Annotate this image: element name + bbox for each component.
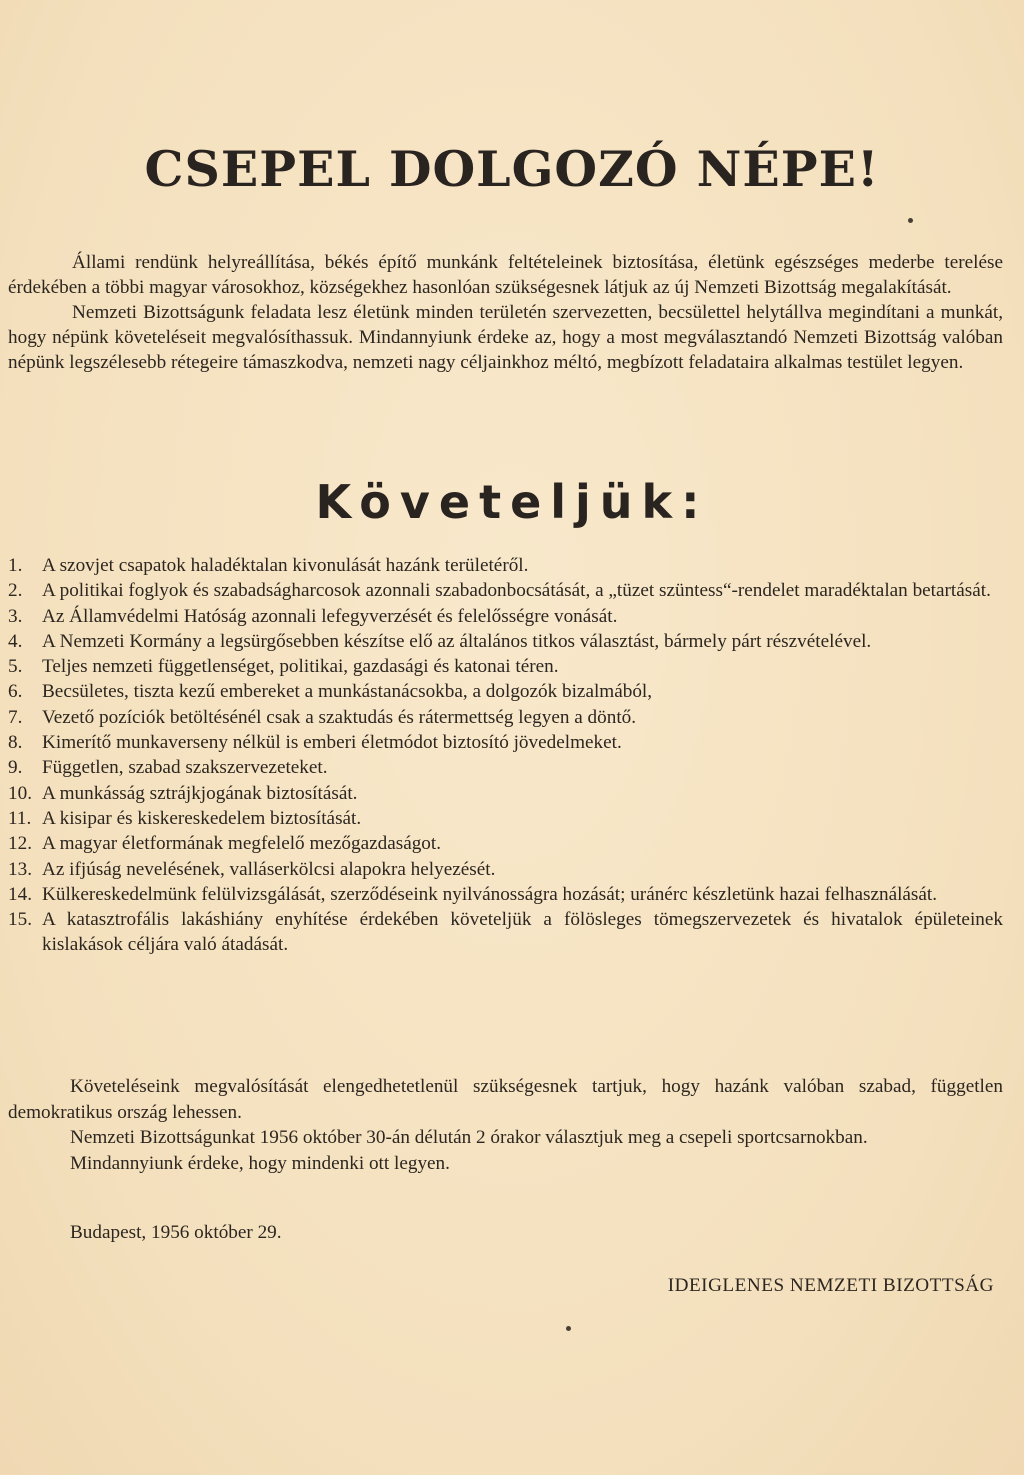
- demand-item: [8, 755, 1003, 780]
- demand-number: 5.: [8, 656, 23, 678]
- demand-item: [8, 806, 1003, 831]
- demand-text: A katasztrofális lakáshiány enyhítése érdekében követeljük a fölösleges tömegszervezetek és hivatalok épületeinek kislakások céljára való átadását.: [42, 909, 1003, 956]
- demand-text: Becsületes, tiszta kezű embereket a munkástanácsokba, a dolgozók bizalmából,: [42, 681, 653, 703]
- demand-number: 3.: [8, 605, 23, 627]
- closing-paragraph: Követeléseink megvalósítását elengedhetetlenül szükségesnek tartjuk, hogy hazánk valóban szabad, független demokratikus ország lehessen.: [8, 1076, 1003, 1123]
- closing-paragraph: Nemzeti Bizottságunkat 1956 október 30-án délután 2 órakor választjuk meg a csepeli sportcsarnokban.: [70, 1127, 868, 1148]
- demand-text: Vezető pozíciók betöltésénél csak a szaktudás és rátermettség legyen a döntő.: [42, 706, 637, 728]
- demand-item: [8, 705, 1003, 730]
- demand-text: A munkásság sztrájkjogának biztosítását.: [42, 782, 358, 804]
- demand-text: Kimerítő munkaverseny nélkül is emberi életmódot biztosító jövedelmeket.: [42, 732, 622, 754]
- demand-text: A politikai foglyok és szabadságharcosok azonnali szabadonbocsátását, a „tüzet szüntess“-rendelet maradéktalan betartását.: [42, 580, 991, 602]
- poster-title: CSEPEL DOLGOZÓ NÉPE!: [144, 140, 880, 198]
- intro-paragraph: Állami rendünk helyreállítása, békés építő munkánk feltételeinek biztosítása, életünk egészséges mederbe terelése érdekében a többi magyar városokhoz, községekhez hasonlóan szükségesnek látjuk az új Nemzeti Bizottság megalakítását.: [8, 252, 1003, 298]
- demand-text: Független, szabad szakszervezeteket.: [42, 757, 328, 779]
- demand-number: 7.: [8, 706, 23, 728]
- demand-text: A Nemzeti Kormány a legsürgősebben készítse elő az általános titkos választást, bármely párt részvételével.: [42, 630, 872, 652]
- signature: IDEIGLENES NEMZETI BIZOTTSÁG: [667, 1275, 994, 1296]
- closing-section: [8, 1074, 1003, 1176]
- demand-number: 11.: [8, 807, 32, 829]
- demand-item: [8, 553, 1003, 578]
- demands-list: [8, 553, 1003, 958]
- paper-speck: [566, 1326, 571, 1331]
- demand-text: Külkereskedelmünk felülvizsgálását, szerződéseink nyilvánosságra hozását; uránérc készletünk hazai felhasználását.: [42, 883, 938, 905]
- closing-paragraph: Mindannyiunk érdeke, hogy mindenki ott legyen.: [70, 1152, 450, 1174]
- demand-number: 14.: [8, 883, 32, 905]
- paper-speck: [908, 218, 913, 223]
- intro-paragraph: Nemzeti Bizottságunk feladata lesz életünk minden területén szervezetten, becsülettel helytállva megindítani a munkát, hogy népünk követeléseit megvalósíthassuk. Mindannyiunk érdeke az, hogy a most megválasztandó Nemzeti Bizottság valóban népünk legszélesebb rétegeire támaszkodva, nemzeti nagy céljainkhoz méltó, megbízott feladataira alkalmas testület legyen.: [8, 302, 1003, 373]
- demand-item: [8, 679, 1003, 704]
- demand-text: A magyar életformának megfelelő mezőgazdaságot.: [42, 833, 442, 855]
- demand-number: 9.: [8, 757, 23, 779]
- demand-number: 8.: [8, 732, 23, 754]
- demand-item: [8, 730, 1003, 755]
- demand-text: Az ifjúság nevelésének, valláserkölcsi alapokra helyezését.: [42, 858, 496, 880]
- demand-number: 6.: [8, 681, 23, 703]
- demand-number: 10.: [8, 782, 32, 804]
- demand-item: [8, 781, 1003, 806]
- demands-heading: Követeljük:: [315, 475, 709, 529]
- demand-text: Teljes nemzeti függetlenséget, politikai, gazdasági és katonai téren.: [42, 656, 559, 678]
- demand-number: 2.: [8, 580, 23, 602]
- dateline: Budapest, 1956 október 29.: [70, 1222, 282, 1243]
- demand-item: [8, 907, 1003, 958]
- demand-item: [8, 629, 1003, 654]
- demand-item: [8, 882, 1003, 907]
- demand-item: [8, 654, 1003, 679]
- demand-text: Az Államvédelmi Hatóság azonnali lefegyverzését és felelősségre vonását.: [42, 605, 618, 627]
- demand-number: 13.: [8, 858, 32, 880]
- demand-number: 12.: [8, 833, 32, 855]
- intro-section: [8, 250, 1003, 375]
- demand-item: [8, 604, 1003, 629]
- demand-text: A szovjet csapatok haladéktalan kivonulását hazánk területéről.: [42, 555, 529, 576]
- demand-item: [8, 831, 1003, 856]
- demand-item: [8, 578, 1003, 603]
- demand-item: [8, 857, 1003, 882]
- demand-text: A kisipar és kiskereskedelem biztosítását.: [42, 807, 362, 829]
- demand-number: 15.: [8, 909, 32, 931]
- demand-number: 4.: [8, 630, 23, 652]
- demand-number: 1.: [8, 555, 23, 576]
